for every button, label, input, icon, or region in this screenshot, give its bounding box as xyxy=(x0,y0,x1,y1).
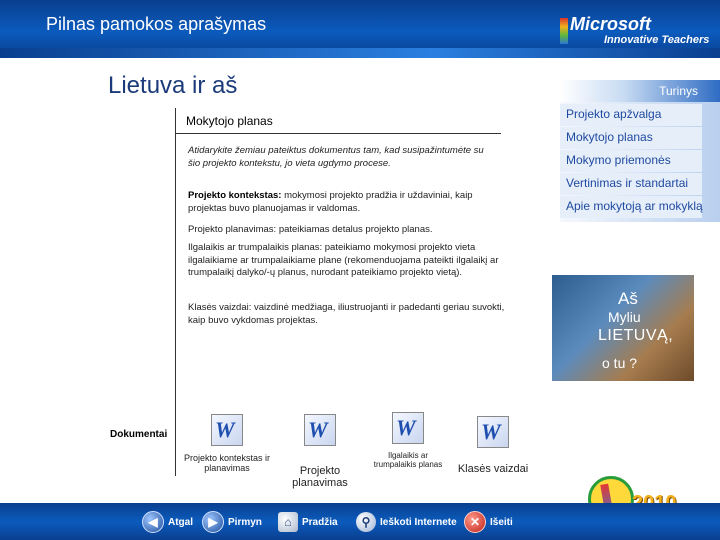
paragraph-long-term-plan: Ilgalaikis ar trumpalaikis planas: pateikiamo mokymosi projekto vieta ilgalaikiame ar trumpalaikiame plane (rekomenduojama pateikti ilgalaikį ar trumpalaikį dalyko/-ų planus, nurodant pateikiamo projekto vietą). xyxy=(188,242,499,278)
badge-line-1: Aš xyxy=(618,289,638,308)
doc-class-images[interactable] xyxy=(452,416,534,475)
forward-button-label: Pirmyn xyxy=(228,516,262,528)
paragraph-context-text: mokymosi projekto pradžia ir uždaviniai, kaip projektas buvo planuojamas ir valdomas. xyxy=(188,190,473,214)
nav-item-project-overview[interactable]: Projekto apžvalga xyxy=(560,104,702,126)
doc-project-planning[interactable] xyxy=(272,414,368,489)
brand-name: Microsoft xyxy=(570,14,651,34)
paragraph-context xyxy=(188,190,506,215)
search-web-button[interactable] xyxy=(356,511,457,533)
header-stripe xyxy=(0,48,720,58)
arrow-right-icon: ▶ xyxy=(202,511,224,533)
panel-intro: Atidarykite žemiau pateiktus dokumentus tam, kad susipažintumėte su šio projekto kontekstu, jo vieta ugdymo procese. xyxy=(188,145,484,169)
nav-item-teacher-plan[interactable]: Mokytojo planas xyxy=(560,127,702,149)
badge-line-3: LIETUVĄ, xyxy=(598,327,674,344)
doc-label: Ilgalaikis ar trumpalaikis planas xyxy=(373,451,443,469)
microsoft-logo xyxy=(560,14,720,48)
doc-label: Projekto planavimas xyxy=(292,465,348,489)
contents-nav xyxy=(560,104,702,219)
doc-long-term-plan[interactable] xyxy=(368,412,448,469)
badge-line-4: o tu ? xyxy=(602,355,638,371)
lesson-title: Lietuva ir aš xyxy=(108,72,238,99)
home-button[interactable] xyxy=(278,511,338,533)
exit-button-label: Išeiti xyxy=(490,516,513,528)
project-badge-image xyxy=(552,275,694,381)
doc-project-context[interactable] xyxy=(182,414,272,473)
word-document-icon: W xyxy=(211,414,243,446)
search-web-button-label: Ieškoti Internete xyxy=(380,516,457,528)
home-button-label: Pradžia xyxy=(302,516,338,528)
nav-item-about-teacher[interactable]: Apie mokytoją ar mokyklą xyxy=(560,196,702,218)
brand-tagline: Innovative Teachers xyxy=(604,34,710,46)
footer-bar xyxy=(0,503,720,540)
paragraph-context-bold: Projekto kontekstas: xyxy=(188,190,282,201)
doc-label: Projekto kontekstas ir planavimas xyxy=(183,453,271,473)
back-button[interactable] xyxy=(142,511,193,533)
word-document-icon: W xyxy=(477,416,509,448)
paragraph-planning: Projekto planavimas: pateikiamas detalus projekto planas. xyxy=(188,224,433,235)
doc-label: Klasės vaizdai xyxy=(457,463,529,475)
word-document-icon: W xyxy=(304,414,336,446)
panel-heading: Mokytojo planas xyxy=(186,114,273,128)
header-bar xyxy=(0,0,720,58)
paragraph-class-images: Klasės vaizdai: vaizdinė medžiaga, iliustruojanti ir padedanti geriau suvokti, kaip buvo vykdomas projektas. xyxy=(188,302,505,326)
panel-divider xyxy=(176,133,501,134)
nav-item-assessment[interactable]: Vertinimas ir standartai xyxy=(560,173,702,195)
arrow-left-icon: ◀ xyxy=(142,511,164,533)
word-document-icon: W xyxy=(392,412,424,444)
nav-item-teaching-resources[interactable]: Mokymo priemonės xyxy=(560,150,702,172)
windows-flag-icon xyxy=(560,18,568,44)
badge-line-2: Myliu xyxy=(608,309,641,325)
contents-header xyxy=(560,80,720,102)
contents-header-label: Turinys xyxy=(659,84,698,98)
close-icon: ✕ xyxy=(464,511,486,533)
exit-button[interactable] xyxy=(464,511,513,533)
house-icon: ⌂ xyxy=(278,512,298,532)
back-button-label: Atgal xyxy=(168,516,193,528)
documents-label: Dokumentai xyxy=(110,429,168,440)
forward-button[interactable] xyxy=(202,511,262,533)
page-header-title: Pilnas pamokos aprašymas xyxy=(46,14,267,34)
magnifier-icon: ⚲ xyxy=(356,512,376,532)
